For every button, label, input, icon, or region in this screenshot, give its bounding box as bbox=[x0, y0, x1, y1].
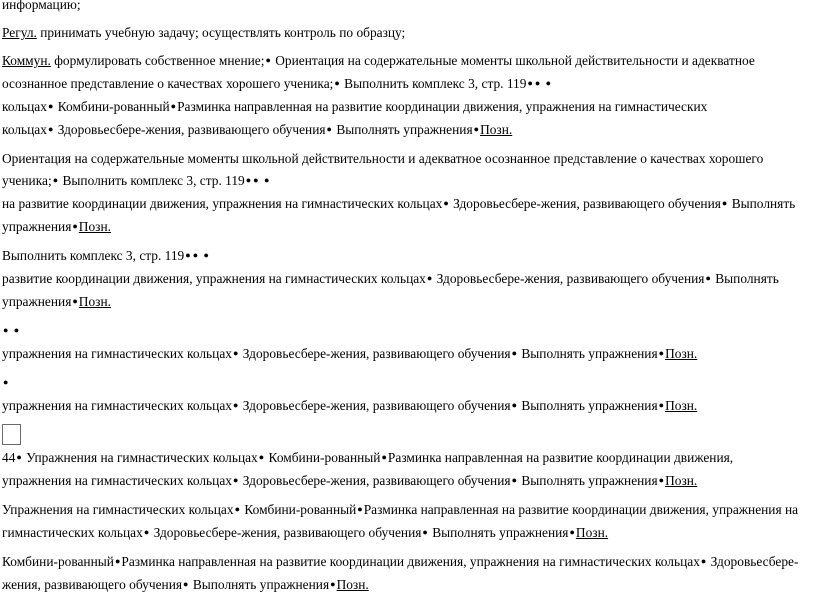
bullet-icon: ● bbox=[326, 124, 332, 134]
text-span: Выполнить комплекс 3, стр. 119 bbox=[2, 248, 185, 263]
text-span: Ориентация на содержательные моменты школьной действительности и адекватное bbox=[271, 53, 755, 68]
text-span: упражнения bbox=[2, 219, 72, 234]
label-pozn: Позн. bbox=[336, 577, 369, 592]
text-span: Выполнять упражнения bbox=[428, 525, 569, 540]
bullet-icon: ● bbox=[72, 221, 78, 231]
text-span: Выполнять bbox=[711, 271, 779, 286]
bullet-icon: ● bbox=[253, 175, 259, 185]
bullet-icon: ● bbox=[473, 124, 480, 134]
text-line: информацию; bbox=[2, 0, 81, 12]
text-span: упражнения на гимнастических кольцах bbox=[2, 473, 232, 488]
label-pozn: Позн. bbox=[665, 473, 698, 488]
paragraph-8 bbox=[2, 551, 814, 597]
text-line: принимать учебную задачу; осуществлять контроль по образцу; bbox=[36, 25, 406, 40]
bullet-icon: ● bbox=[170, 101, 177, 111]
text-span: Разминка направленная на развитие координации движения, bbox=[387, 450, 734, 465]
bullet-icon: ● bbox=[234, 504, 241, 514]
bullet-icon: ● bbox=[47, 124, 54, 134]
text-span: кольцах bbox=[2, 99, 47, 114]
bullet-icon: ● bbox=[52, 175, 59, 185]
bullet-icon: ● bbox=[245, 175, 252, 185]
bullet-icon: ● bbox=[232, 475, 239, 485]
bullet-icon: ● bbox=[658, 400, 665, 410]
bullet-icon: ● bbox=[143, 527, 150, 537]
bullet-icon: ● bbox=[47, 101, 54, 111]
paragraph-kommun bbox=[2, 50, 814, 142]
bullet-icon: ● bbox=[232, 348, 239, 358]
bullet-icon: ● bbox=[721, 198, 728, 208]
text-span: Выполнять упражнения bbox=[518, 346, 658, 361]
text-span: Здоровьесбере-жения, развивающего обучения bbox=[239, 346, 511, 361]
bullet-icon: ● bbox=[658, 475, 665, 485]
text-span: Комбини-рованный bbox=[54, 99, 170, 114]
bullet-icon: ● bbox=[16, 452, 22, 462]
text-span: Комбини-рованный bbox=[265, 450, 381, 465]
bullet-icon: ● bbox=[232, 400, 239, 410]
text-span: 44 bbox=[2, 450, 16, 465]
text-span: на развитие координации движения, упражнения на гимнастических кольцах bbox=[2, 196, 443, 211]
bullet-icon: ● bbox=[330, 579, 336, 589]
text-span: Выполнять bbox=[728, 196, 796, 211]
bullet-icon: ● bbox=[700, 556, 707, 566]
paragraph-7 bbox=[2, 499, 814, 545]
label-pozn: Позн. bbox=[665, 398, 698, 413]
paragraph-5 bbox=[2, 372, 814, 418]
text-span: Упражнения на гимнастических кольцах bbox=[2, 502, 234, 517]
bullet-icon: ● bbox=[426, 273, 433, 283]
paragraph-3 bbox=[2, 245, 814, 314]
bullet-icon: ● bbox=[334, 78, 340, 88]
paragraph-6 bbox=[2, 447, 814, 493]
text-span: развитие координации движения, упражнения на гимнастических кольцах bbox=[2, 271, 426, 286]
text-span: жения, развивающего обучения bbox=[2, 577, 183, 592]
paragraph-4 bbox=[2, 320, 814, 366]
bullet-icon: ● bbox=[72, 296, 78, 306]
text-span: формулировать собственное мнение; bbox=[50, 53, 265, 68]
bullet-icon: ● bbox=[263, 175, 270, 185]
text-span: Выполнить комплекс 3, стр. 119 bbox=[340, 76, 527, 91]
paragraph-2 bbox=[2, 148, 814, 239]
bullet-icon: ● bbox=[183, 579, 189, 589]
bullet-icon: ● bbox=[569, 527, 575, 537]
text-span: кольцах bbox=[2, 122, 47, 137]
paragraph-info bbox=[2, 0, 814, 16]
empty-image-placeholder bbox=[2, 424, 21, 445]
text-span: осознанное представление о качествах хорошего ученика; bbox=[2, 76, 334, 91]
bullet-icon: ● bbox=[422, 527, 428, 537]
text-span: Выполнять упражнения bbox=[189, 577, 330, 592]
text-span: Здоровьесбере-жения, развивающего обучения bbox=[433, 271, 705, 286]
text-span: Разминка направленная на развитие координации движения, упражнения на гимнастических кольцах bbox=[121, 554, 700, 569]
bullet-icon: ● bbox=[534, 78, 541, 88]
bullet-icon: ● bbox=[114, 556, 121, 566]
paragraph-regul bbox=[2, 22, 814, 44]
text-span: упражнения на гимнастических кольцах bbox=[2, 398, 232, 413]
bullet-icon: ● bbox=[13, 325, 20, 335]
label-pozn: Позн. bbox=[665, 346, 698, 361]
bullet-icon: ● bbox=[511, 348, 517, 358]
bullet-icon: ● bbox=[192, 250, 199, 260]
bullet-icon: ● bbox=[3, 377, 9, 387]
text-span: упражнения на гимнастических кольцах bbox=[2, 346, 232, 361]
bullet-icon: ● bbox=[511, 400, 517, 410]
text-span: Комбини-рованный bbox=[2, 554, 114, 569]
text-span: Здоровьесбере- bbox=[707, 554, 799, 569]
bullet-icon: ● bbox=[203, 250, 209, 260]
label-pozn: Позн. bbox=[575, 525, 609, 540]
bullet-icon: ● bbox=[258, 452, 265, 462]
text-span: Разминка направленная на развитие координации движения, упражнения на гимнастических bbox=[177, 99, 708, 114]
label-pozn: Позн. bbox=[480, 122, 513, 137]
label-kommun: Коммун. bbox=[2, 53, 51, 68]
label-pozn: Позн. bbox=[78, 219, 111, 234]
bullet-icon: ● bbox=[381, 452, 387, 462]
text-span: Выполнять упражнения bbox=[518, 398, 658, 413]
bullet-icon: ● bbox=[357, 504, 363, 514]
text-span: Здоровьесбере-жения, развивающего обучения bbox=[239, 398, 511, 413]
text-span: Выполнять упражнения bbox=[332, 122, 473, 137]
label-pozn: Позн. bbox=[78, 294, 111, 309]
bullet-icon: ● bbox=[443, 198, 449, 208]
text-span: Здоровьесбере-жения, развивающего обучения bbox=[239, 473, 511, 488]
text-span: упражнения bbox=[2, 294, 72, 309]
text-span: гимнастических кольцах bbox=[2, 525, 143, 540]
text-span: Здоровьесбере-жения, развивающего обучения bbox=[54, 122, 326, 137]
text-span: Здоровьесбере-жения, развивающего обучения bbox=[150, 525, 422, 540]
bullet-icon: ● bbox=[511, 475, 517, 485]
text-span: Выполнять упражнения bbox=[518, 473, 658, 488]
bullet-icon: ● bbox=[545, 78, 552, 88]
text-span: Ориентация на содержательные моменты школьной действительности и адекватное осознанное представление о качествах хорошего bbox=[2, 151, 764, 166]
bullet-icon: ● bbox=[3, 325, 9, 335]
bullet-icon: ● bbox=[185, 250, 191, 260]
text-span: Разминка направленная на развитие координации движения, упражнения на bbox=[363, 502, 799, 517]
bullet-icon: ● bbox=[527, 78, 533, 88]
document-body bbox=[2, 0, 814, 603]
text-span: Выполнить комплекс 3, стр. 119 bbox=[59, 173, 245, 188]
bullet-icon: ● bbox=[265, 55, 271, 65]
label-regul: Регул. bbox=[2, 25, 37, 40]
text-span: ученика; bbox=[2, 173, 52, 188]
text-span: Комбини-рованный bbox=[241, 502, 357, 517]
text-span: Здоровьесбере-жения, развивающего обучения bbox=[449, 196, 721, 211]
bullet-icon: ● bbox=[658, 348, 665, 358]
bullet-icon: ● bbox=[705, 273, 711, 283]
text-span: Упражнения на гимнастических кольцах bbox=[22, 450, 258, 465]
